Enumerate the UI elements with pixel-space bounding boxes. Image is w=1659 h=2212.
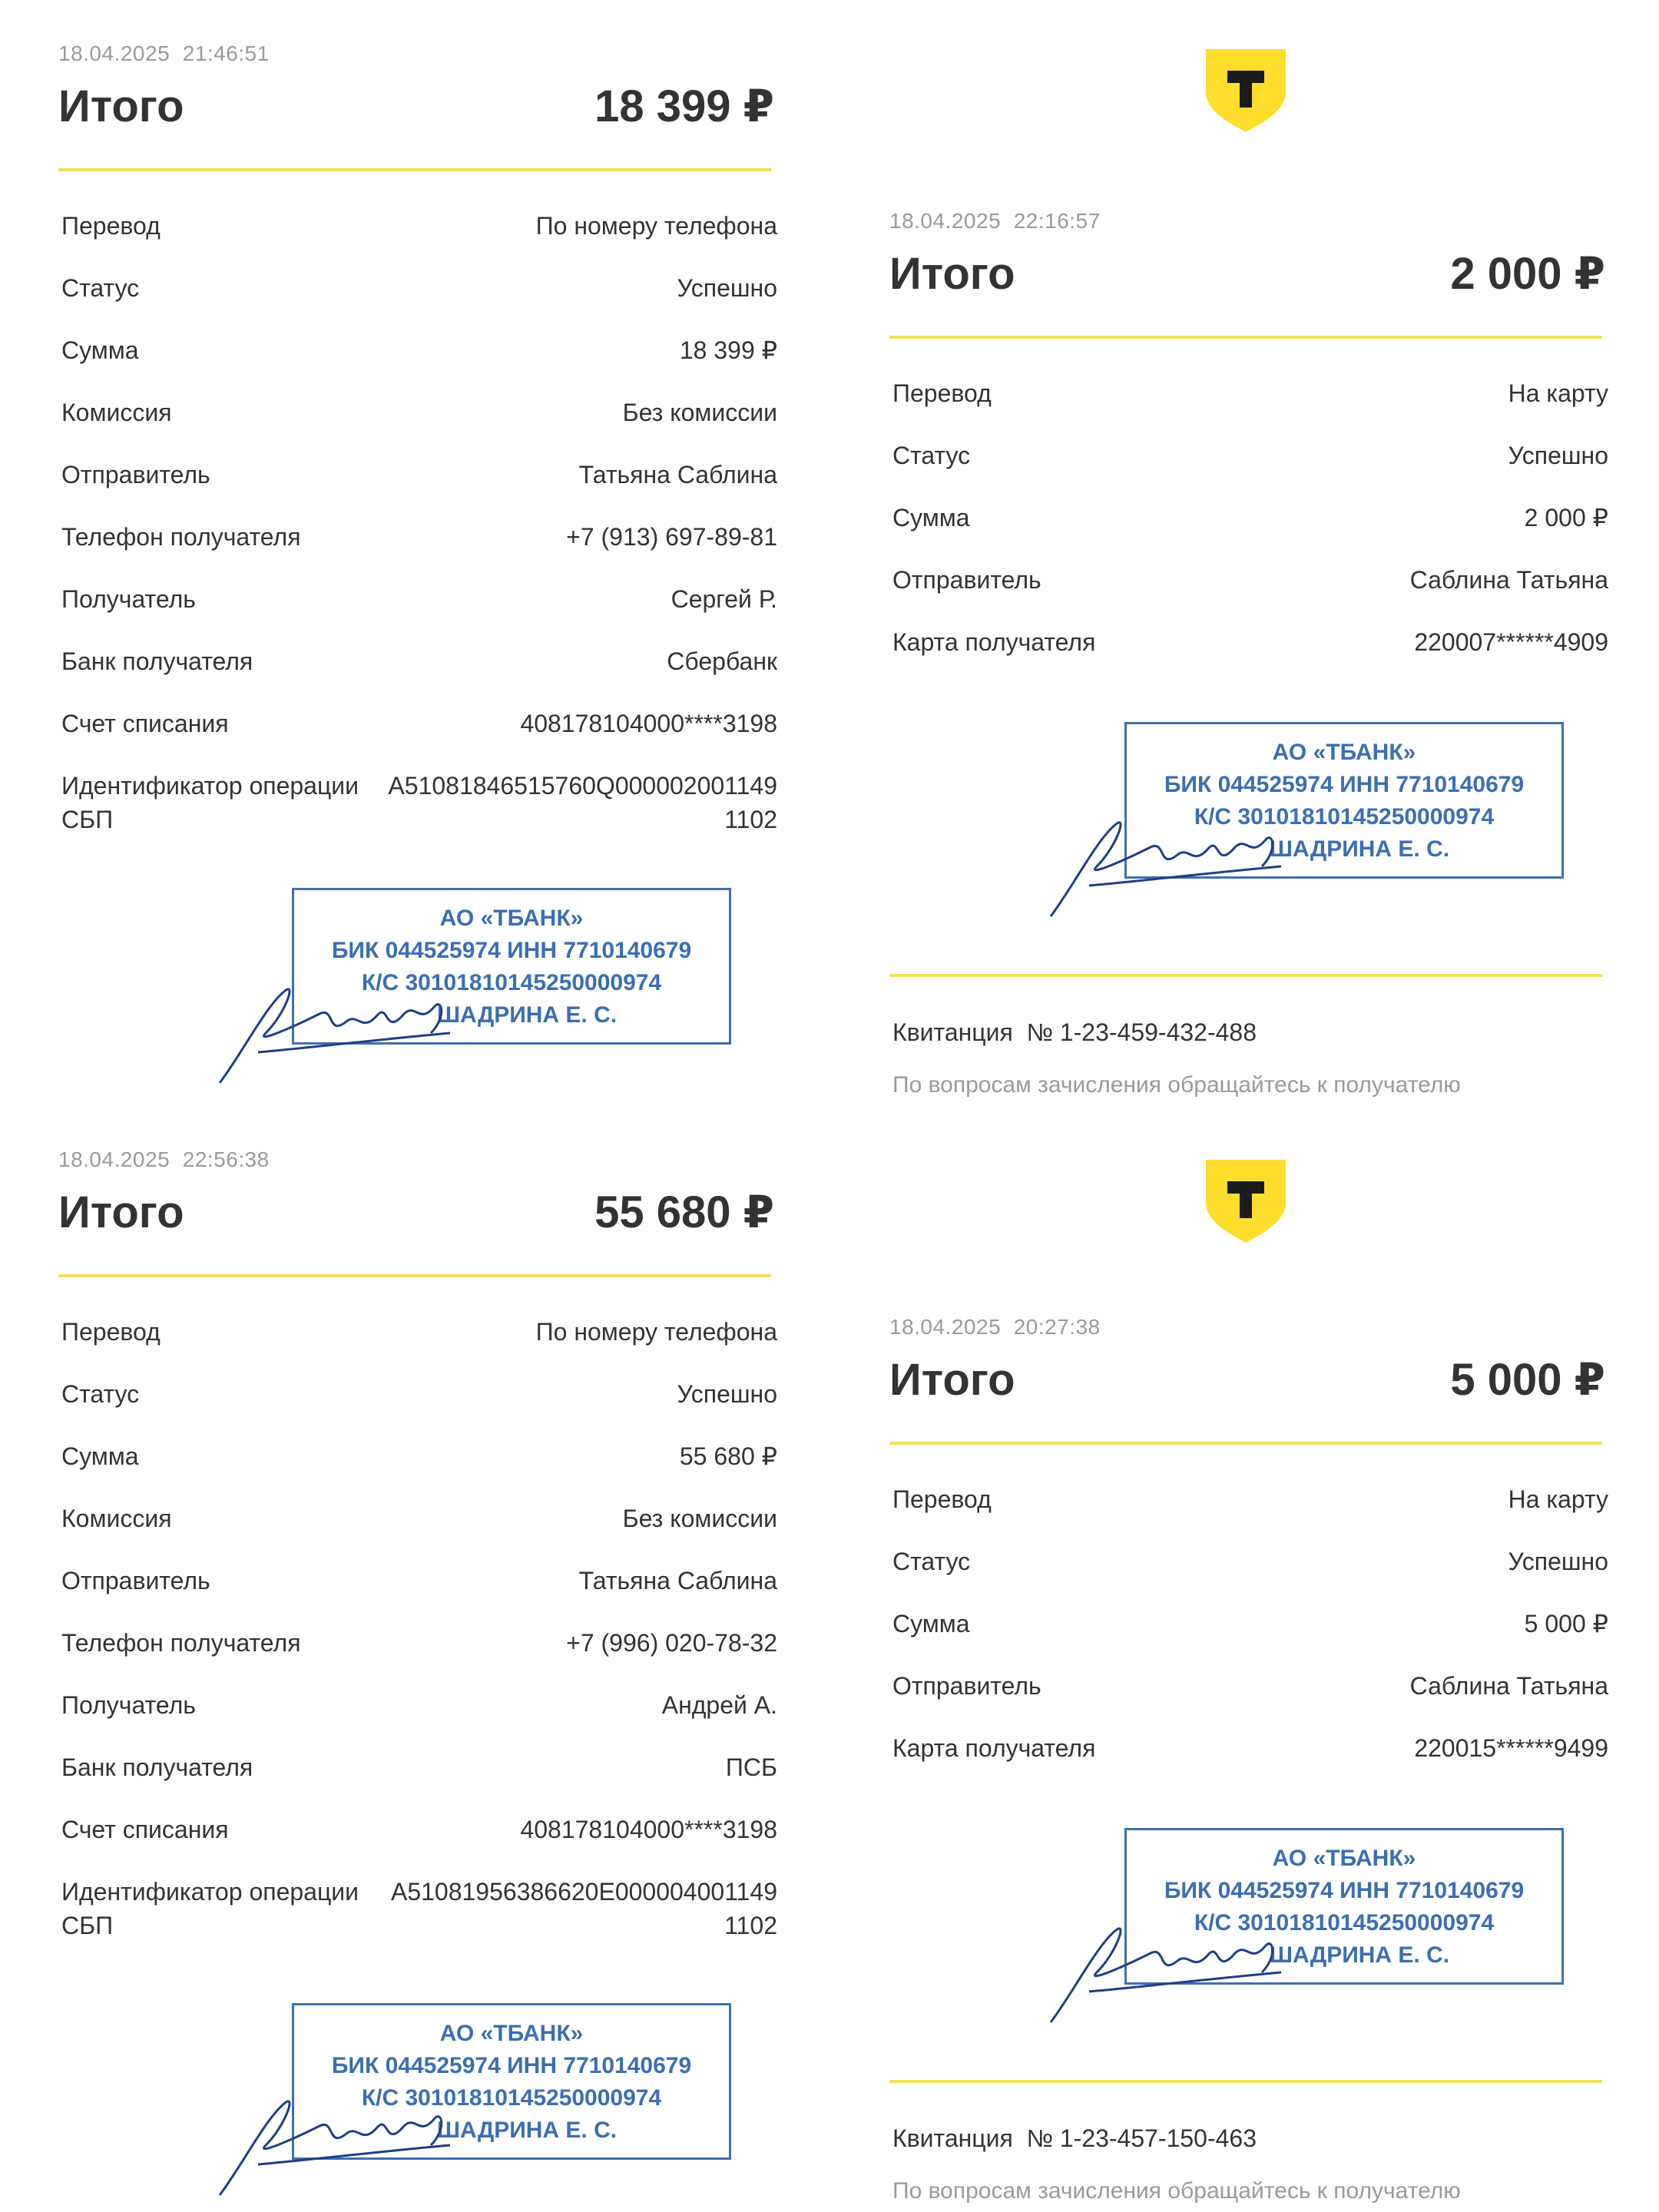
divider-line <box>889 2080 1602 2083</box>
detail-label: Счет списания <box>61 1816 229 1843</box>
detail-label: Статус <box>61 1380 140 1408</box>
detail-row <box>61 582 777 644</box>
detail-row <box>61 1502 777 1564</box>
detail-row <box>61 1875 777 1990</box>
signature <box>1043 1899 1289 2030</box>
detail-label: Счет списания <box>61 710 229 737</box>
shield-icon <box>1201 1157 1290 1246</box>
details-list <box>892 376 1608 687</box>
detail-value: A51081956386620E0000040011491102 <box>390 1878 777 1939</box>
detail-value: 55 680 ₽ <box>679 1442 777 1470</box>
stamp-line: К/С 30101810145250000974 <box>1194 804 1495 830</box>
stamp-line: К/С 30101810145250000974 <box>1194 1910 1495 1936</box>
detail-row <box>892 1545 1608 1607</box>
receipt-number: Квитанция № 1-23-457-150-463 <box>892 2124 1257 2152</box>
receipt-1 <box>58 31 777 1121</box>
detail-value: По номеру телефона <box>535 212 777 240</box>
detail-row <box>61 1315 777 1377</box>
detail-label: Перевод <box>61 212 161 240</box>
detail-value: 408178104000****3198 <box>520 1816 777 1843</box>
detail-row <box>892 1669 1608 1731</box>
signature <box>1043 793 1289 924</box>
detail-label: Комиссия <box>61 399 172 426</box>
tbank-logo <box>1201 46 1290 135</box>
detail-value: Без комиссии <box>622 1505 777 1532</box>
stamp-line: ШАДРИНА Е. С. <box>436 2118 618 2143</box>
stamp-line: ШАДРИНА Е. С. <box>1269 1942 1450 1968</box>
detail-label: Карта получателя <box>892 1734 1096 1762</box>
divider-line <box>889 974 1602 977</box>
receipt-4 <box>889 1304 1608 2210</box>
divider-line <box>58 1274 771 1277</box>
detail-value: Татьяна Саблина <box>578 1567 777 1594</box>
stamp-line: АО «ТБАНК» <box>439 2021 584 2046</box>
detail-label: Банк получателя <box>61 647 253 675</box>
total-amount: 2 000 ₽ <box>1450 249 1605 299</box>
detail-label: Сумма <box>61 1442 139 1470</box>
detail-row <box>61 520 777 582</box>
stamp-line: АО «ТБАНК» <box>439 906 584 931</box>
detail-row <box>61 396 777 458</box>
detail-row <box>61 769 777 884</box>
detail-label: Отправитель <box>892 1672 1041 1700</box>
detail-row <box>61 1626 777 1688</box>
total-label: Итого <box>58 81 184 131</box>
detail-value: Саблина Татьяна <box>1409 1672 1608 1700</box>
detail-row <box>61 707 777 769</box>
detail-row <box>892 1607 1608 1669</box>
total-label: Итого <box>889 1355 1015 1405</box>
divider-line <box>58 168 771 171</box>
stamp-line: БИК 044525974 ИНН 7710140679 <box>1164 1878 1525 1903</box>
receipt-date: 18.04.2025 22:56:38 <box>58 1147 270 1171</box>
detail-row <box>892 501 1608 563</box>
detail-value: Успешно <box>1508 1548 1608 1575</box>
detail-label: Комиссия <box>61 1505 172 1532</box>
detail-row <box>892 563 1608 625</box>
detail-value: 408178104000****3198 <box>520 710 777 737</box>
stamp-line: ШАДРИНА Е. С. <box>1269 836 1450 862</box>
detail-value: 18 399 ₽ <box>679 336 777 364</box>
detail-label: Получатель <box>61 1691 196 1719</box>
detail-label: Телефон получателя <box>61 1629 301 1657</box>
detail-label: Статус <box>892 442 971 469</box>
detail-row <box>61 1813 777 1875</box>
detail-row <box>892 1731 1608 1793</box>
receipt-date: 18.04.2025 21:46:51 <box>58 41 270 65</box>
detail-row <box>892 439 1608 501</box>
detail-label: Сумма <box>61 336 139 364</box>
total-label: Итого <box>58 1187 184 1237</box>
detail-value: Успешно <box>677 274 777 302</box>
shield-icon <box>1201 46 1290 135</box>
detail-value: 220007******4909 <box>1414 628 1608 656</box>
detail-value: +7 (996) 020-78-32 <box>566 1629 777 1657</box>
detail-row <box>61 1377 777 1439</box>
detail-label: Телефон получателя <box>61 523 301 551</box>
stamp-line: К/С 30101810145250000974 <box>361 2085 662 2111</box>
detail-value: Без комиссии <box>622 399 777 426</box>
detail-label: Идентификатор операции СБП <box>61 772 359 833</box>
total-row <box>58 80 774 132</box>
details-list <box>61 209 777 884</box>
detail-label: Идентификатор операции СБП <box>61 1878 359 1939</box>
details-list <box>61 1315 777 1990</box>
total-row <box>58 1186 774 1238</box>
detail-value: 2 000 ₽ <box>1524 504 1608 531</box>
detail-label: Статус <box>892 1548 971 1575</box>
detail-row <box>61 1564 777 1626</box>
detail-label: Сумма <box>892 504 970 531</box>
receipt-2 <box>889 198 1608 1120</box>
detail-value: По номеру телефона <box>535 1318 777 1346</box>
detail-row <box>61 271 777 333</box>
stamp-line: ШАДРИНА Е. С. <box>436 1002 618 1028</box>
detail-value: 220015******9499 <box>1414 1734 1608 1762</box>
stamp-line: АО «ТБАНК» <box>1272 1846 1416 1871</box>
detail-label: Получатель <box>61 585 196 613</box>
total-amount: 18 399 ₽ <box>594 81 774 131</box>
footer-note: По вопросам зачисления обращайтесь к получателю <box>892 1072 1461 1098</box>
detail-label: Карта получателя <box>892 628 1096 656</box>
details-list <box>892 1482 1608 1793</box>
detail-row <box>892 625 1608 687</box>
detail-label: Статус <box>61 274 140 302</box>
detail-row <box>61 644 777 707</box>
total-row <box>889 247 1605 300</box>
detail-row <box>61 1688 777 1750</box>
detail-label: Отправитель <box>892 566 1041 594</box>
total-amount: 55 680 ₽ <box>594 1187 774 1237</box>
detail-row <box>61 209 777 271</box>
tbank-logo <box>1201 1157 1290 1246</box>
detail-value: Успешно <box>677 1380 777 1408</box>
detail-label: Отправитель <box>61 461 210 488</box>
detail-row <box>61 1750 777 1813</box>
detail-value: На карту <box>1508 379 1608 407</box>
detail-label: Сумма <box>892 1610 970 1637</box>
detail-value: Андрей А. <box>661 1691 777 1719</box>
detail-value: Сергей Р. <box>671 585 777 613</box>
stamp-line: К/С 30101810145250000974 <box>361 970 662 995</box>
stamp-line: БИК 044525974 ИНН 7710140679 <box>331 938 692 963</box>
detail-value: +7 (913) 697-89-81 <box>566 523 777 551</box>
detail-label: Перевод <box>892 379 992 407</box>
detail-row <box>892 1482 1608 1545</box>
detail-label: Банк получателя <box>61 1753 253 1781</box>
divider-line <box>889 336 1602 339</box>
signature <box>212 960 458 1091</box>
detail-value: Татьяна Саблина <box>578 461 777 488</box>
total-label: Итого <box>889 249 1015 299</box>
detail-value: Сбербанк <box>667 647 777 675</box>
detail-row <box>892 376 1608 439</box>
detail-label: Перевод <box>892 1485 992 1513</box>
stamp-line: БИК 044525974 ИНН 7710140679 <box>331 2053 692 2078</box>
detail-row <box>61 1439 777 1502</box>
footer-note: По вопросам зачисления обращайтесь к получателю <box>892 2178 1461 2204</box>
detail-value: На карту <box>1508 1485 1608 1513</box>
divider-line <box>889 1442 1602 1445</box>
total-row <box>889 1353 1605 1406</box>
receipt-3 <box>58 1137 777 2204</box>
detail-value: Саблина Татьяна <box>1409 566 1608 594</box>
detail-row <box>61 458 777 520</box>
detail-value: A51081846515760Q0000020011491102 <box>388 772 777 833</box>
detail-value: ПСБ <box>725 1753 777 1781</box>
stamp-line: АО «ТБАНК» <box>1272 740 1416 765</box>
detail-label: Перевод <box>61 1318 161 1346</box>
receipt-date: 18.04.2025 22:16:57 <box>889 209 1101 233</box>
detail-row <box>61 333 777 396</box>
receipt-date: 18.04.2025 20:27:38 <box>889 1315 1101 1339</box>
stamp-line: БИК 044525974 ИНН 7710140679 <box>1164 772 1525 797</box>
total-amount: 5 000 ₽ <box>1450 1355 1605 1405</box>
signature <box>212 2072 458 2203</box>
detail-value: 5 000 ₽ <box>1524 1610 1608 1637</box>
detail-label: Отправитель <box>61 1567 210 1594</box>
receipt-number: Квитанция № 1-23-459-432-488 <box>892 1018 1257 1046</box>
detail-value: Успешно <box>1508 442 1608 469</box>
